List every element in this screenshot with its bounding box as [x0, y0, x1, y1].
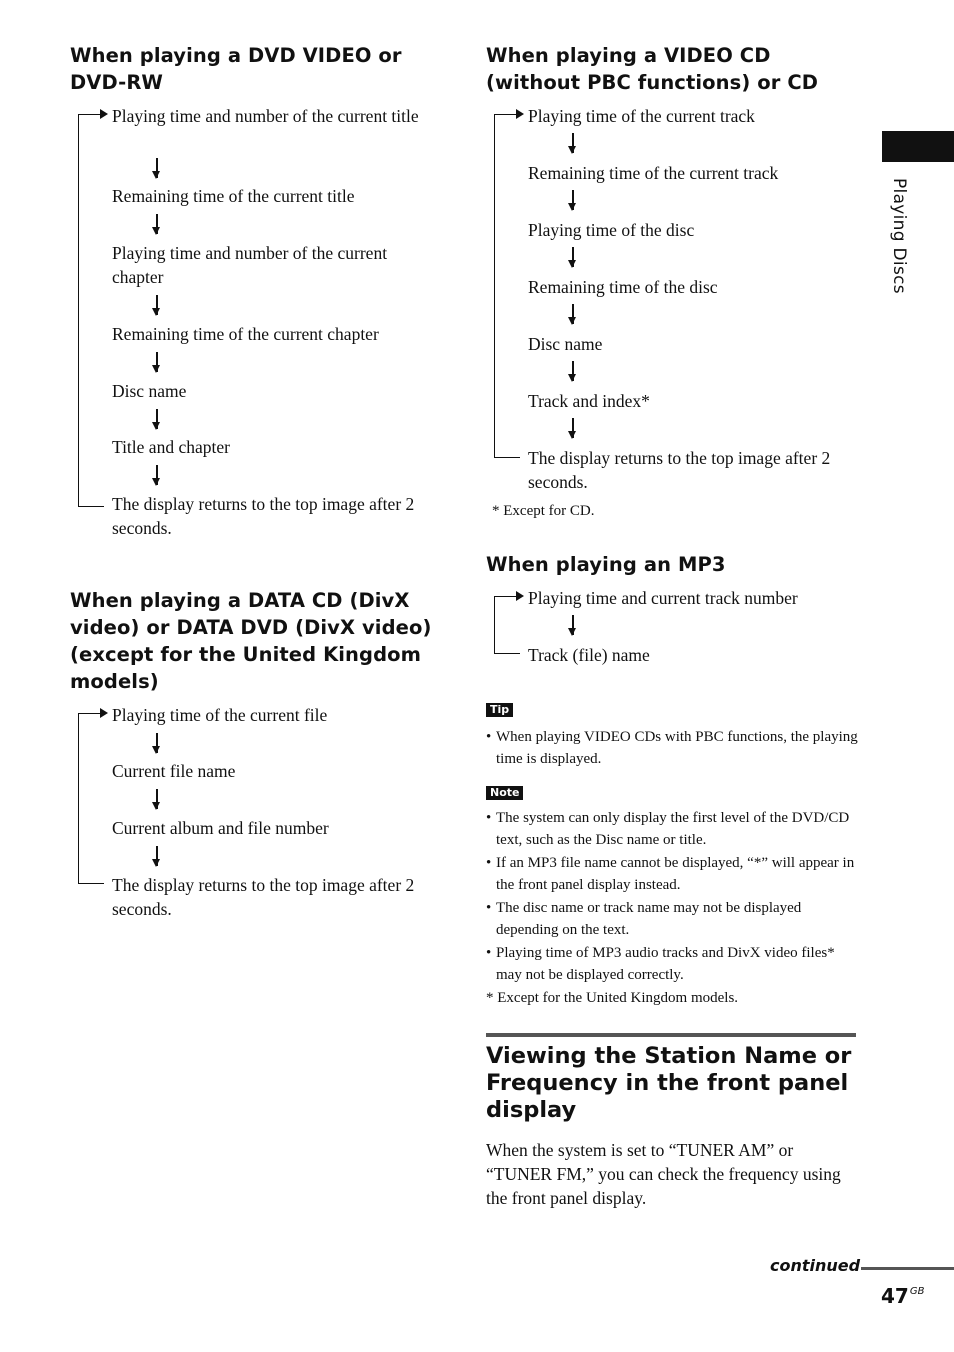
page-number-suffix: GB — [909, 1286, 925, 1297]
flow-step: Playing time of the disc — [528, 220, 695, 240]
page-number-value: 47 — [881, 1284, 909, 1308]
video-cd-flow — [494, 106, 861, 504]
flow-step: The display returns to the top image after 2 seconds. — [112, 875, 415, 919]
video-cd-footnote: * Except for CD. — [492, 503, 595, 519]
note-item: • Playing time of MP3 audio tracks and DivX video files* may not be displayed correctly. — [486, 943, 861, 986]
station-body: When the system is set to “TUNER AM” or “TUNER FM,” you can check the frequency using the front panel display. — [486, 1140, 841, 1208]
flow-step: Playing time of the current track — [528, 106, 755, 126]
continued-rule — [861, 1267, 954, 1270]
note-item: • The system can only display the first level of the DVD/CD text, such as the Disc name or title. — [486, 808, 861, 851]
note-footnote: * Except for the United Kingdom models. — [486, 990, 739, 1006]
flow-step: Playing time and current track number — [528, 588, 798, 608]
flow-step: Playing time and number of the current chapter — [112, 243, 388, 287]
left-column — [70, 42, 450, 925]
tip-list — [486, 727, 861, 770]
tip-item: • When playing VIDEO CDs with PBC functions, the playing time is displayed. — [486, 727, 861, 770]
tip-badge: Tip — [486, 703, 513, 717]
flow-step: Title and chapter — [112, 437, 230, 457]
flow-step: Remaining time of the current chapter — [112, 324, 379, 344]
flow-step: Track and index* — [528, 391, 650, 411]
note-list — [486, 808, 861, 986]
data-cd-flow — [78, 705, 450, 925]
dvd-video-heading: When playing a DVD VIDEO or DVD-RW — [70, 44, 402, 94]
flow-step: Disc name — [528, 334, 603, 354]
flow-step: Current album and file number — [112, 818, 329, 838]
note-item: • The disc name or track name may not be displayed depending on the text. — [486, 898, 861, 941]
flow-step: The display returns to the top image after 2 seconds. — [528, 448, 831, 492]
continued-label: continued — [770, 1256, 861, 1275]
right-column — [486, 42, 861, 1210]
flow-step: The display returns to the top image after 2 seconds. — [112, 494, 415, 538]
dvd-video-flow — [78, 106, 450, 556]
flow-step: Remaining time of the current track — [528, 163, 779, 183]
page-number — [881, 1284, 924, 1308]
flow-step: Playing time and number of the current title — [112, 106, 419, 126]
mp3-heading: When playing an MP3 — [486, 553, 726, 576]
chapter-side-label: Playing Discs — [889, 178, 909, 294]
flow-step: Playing time of the current file — [112, 705, 328, 725]
station-heading: Viewing the Station Name or Frequency in the front panel display — [486, 1043, 852, 1123]
note-item: • If an MP3 file name cannot be displayed, “*” will appear in the front panel display instead. — [486, 853, 861, 896]
flow-step: Remaining time of the current title — [112, 186, 355, 206]
chapter-tab-marker — [882, 131, 954, 162]
video-cd-heading: When playing a VIDEO CD (without PBC functions) or CD — [486, 44, 819, 94]
flow-step: Track (file) name — [528, 645, 650, 665]
flow-step: Current file name — [112, 761, 236, 781]
note-badge: Note — [486, 786, 523, 800]
data-cd-heading: When playing a DATA CD (DivX video) or DATA DVD (DivX video) (except for the United Kingdom models) — [70, 589, 432, 693]
section-divider — [486, 1033, 856, 1037]
flow-step: Disc name — [112, 381, 187, 401]
mp3-flow — [494, 588, 861, 700]
flow-step: Remaining time of the disc — [528, 277, 718, 297]
